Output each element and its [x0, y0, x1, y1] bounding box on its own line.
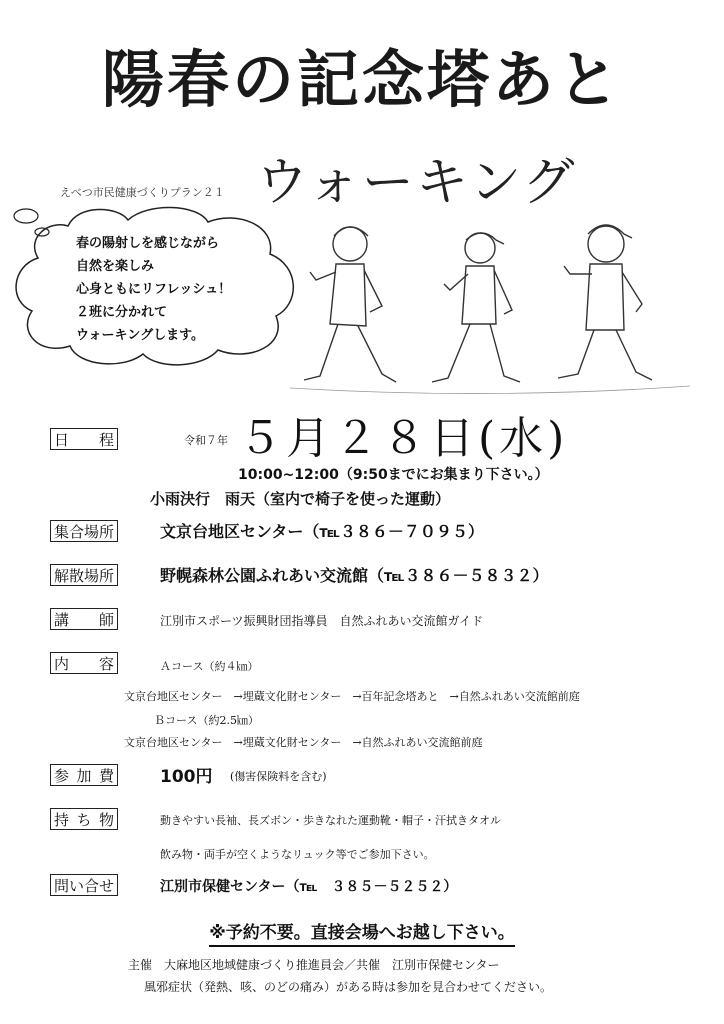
page-subtitle: ウォーキング: [256, 153, 577, 213]
bubble-line: 自然を楽しみ: [76, 259, 155, 274]
event-date: ５月２８日(水): [238, 413, 569, 464]
contact-label: 問 い 合 せ: [50, 874, 118, 896]
health-note: 風邪症状（発熱、咳、のどの痛み）がある時は参加を見合わせてください。: [144, 980, 553, 994]
items-line-1: 動きやすい長袖、長ズボン・歩きなれた運動靴・帽子・汗拭きタオル: [160, 814, 501, 827]
items-line-2: 飲み物・両手が空くようなリュック等でご参加下さい。: [160, 848, 435, 861]
bubble-text: [76, 232, 231, 347]
bubble-line: ２班に分かれて: [76, 305, 168, 320]
bubble-line: 春の陽射しを感じながら: [76, 236, 220, 251]
meeting-place-label: 集 合 場 所: [50, 520, 118, 542]
rain-policy: 小雨決行 雨天（室内で椅子を使った運動）: [150, 490, 451, 508]
instructor-label: 講 師: [50, 608, 118, 630]
schedule-era: 令和７年: [184, 434, 228, 447]
walking-children-illustration: [290, 214, 690, 400]
course-a-route: 文京台地区センター →埋蔵文化財センター →百年記念塔あと →自然ふれあい交流館前庭: [124, 690, 580, 703]
page-title: 陽春の記念塔あと: [101, 43, 622, 116]
contact-value: 江別市保健センター（℡ ３８５－５２５２）: [160, 879, 458, 895]
bubble-line: 心身ともにリフレッシュ！: [76, 282, 232, 297]
meeting-place-value: 文京台地区センター（℡３８６－７０９５）: [160, 522, 484, 541]
schedule-label: 日 程: [50, 428, 118, 450]
content-label: 内 容: [50, 652, 118, 674]
fee-amount: 100円: [160, 767, 213, 787]
fee-note: (傷害保険料を含む): [230, 770, 327, 783]
plan-name: えべつ市民健康づくりプラン２１: [60, 186, 225, 199]
course-b: Ｂコース（約2.5㎞）: [154, 714, 259, 727]
course-a: Ａコース（約４㎞）: [160, 660, 259, 673]
fee-label: 参 加 費: [50, 764, 118, 786]
instructor-value: 江別市スポーツ振興財団指導員 自然ふれあい交流館ガイド: [160, 614, 484, 628]
items-label: 持 ち 物: [50, 808, 118, 830]
bubble-line: ウォーキングします。: [76, 328, 205, 343]
dismissal-place-value: 野幌森林公園ふれあい交流館（℡３８６－５８３２）: [160, 566, 549, 585]
event-time: 10:00~12:00（9:50までにお集まり下さい。）: [238, 467, 549, 483]
course-b-route: 文京台地区センター →埋蔵文化財センター →自然ふれあい交流館前庭: [124, 736, 483, 749]
organizer-line: 主催 大麻地区地域健康づくり推進員会／共催 江別市保健センター: [128, 958, 500, 972]
dismissal-place-label: 解 散 場 所: [50, 564, 118, 586]
reservation-notice: ※予約不要。直接会場へお越し下さい。: [0, 918, 724, 943]
